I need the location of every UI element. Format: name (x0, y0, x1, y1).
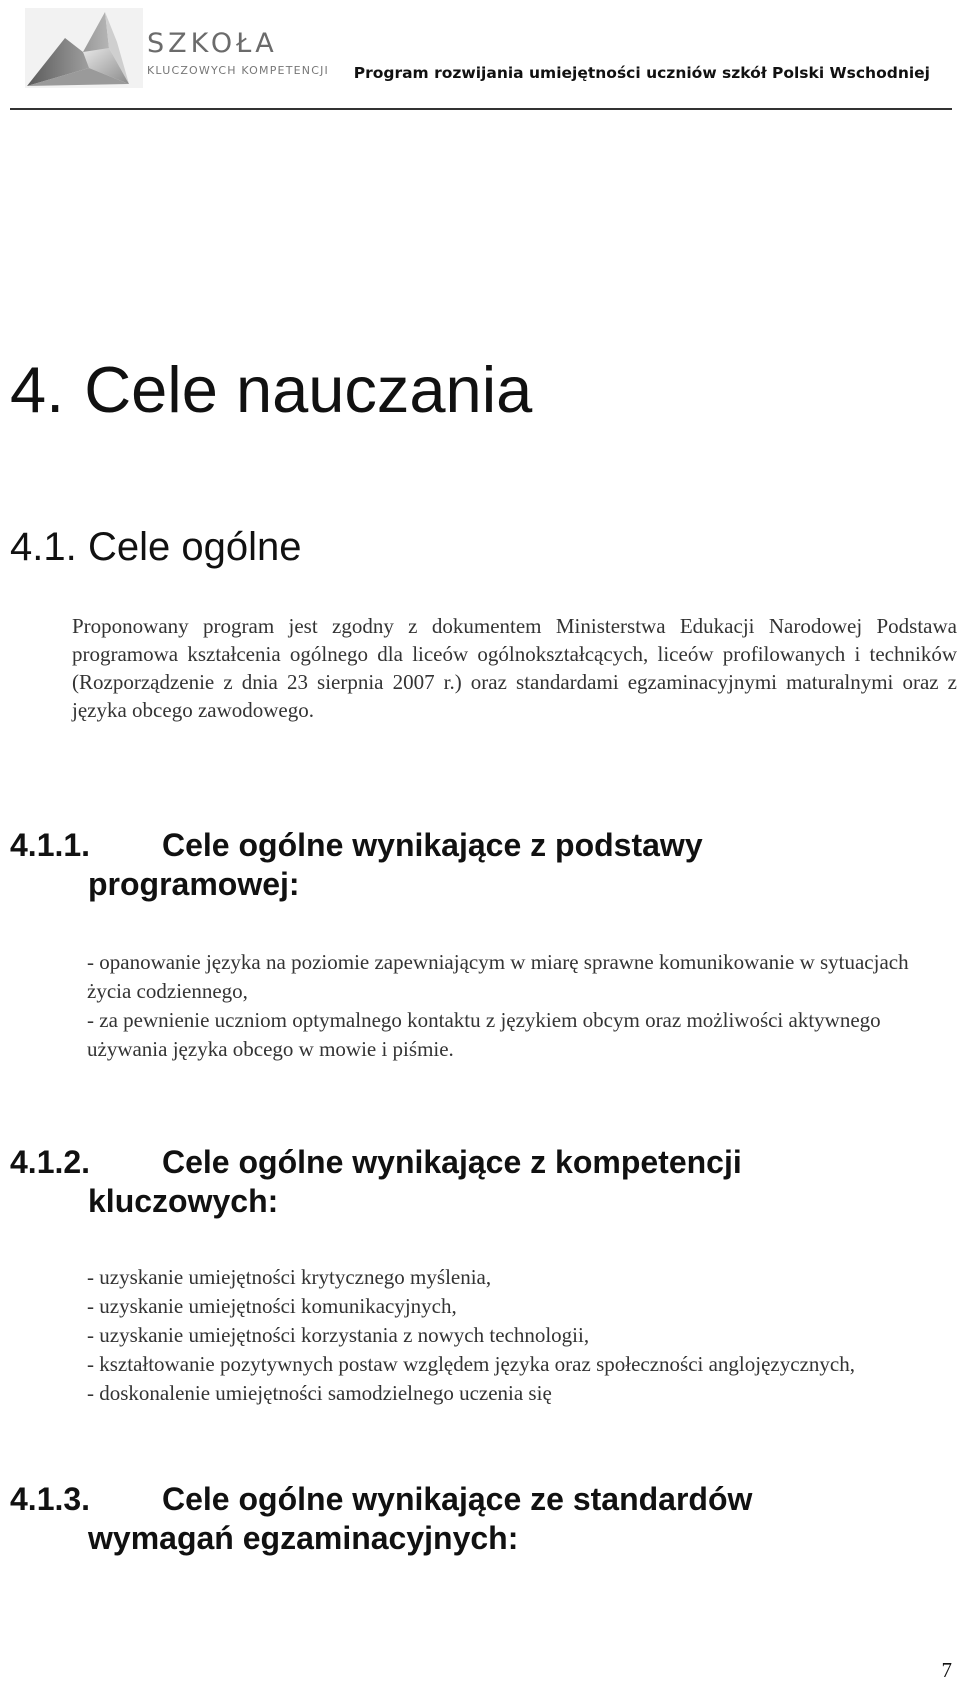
goals-list-2 (87, 1263, 957, 1408)
logo-mountain-icon (25, 8, 143, 88)
list-item: - uzyskanie umiejętności komunikacyjnych, (87, 1294, 457, 1318)
subsection-number: 4.1.2. (10, 1144, 91, 1180)
goals-list-1 (87, 948, 957, 1064)
chapter-heading (10, 350, 532, 430)
logo-subtitle: KLUCZOWYCH KOMPETENCJI (147, 64, 329, 77)
section-title: Cele ogólne (88, 525, 302, 569)
subsection-title: Cele ogólne wynikające z podstawy (162, 827, 703, 863)
header-divider (10, 108, 952, 110)
subsection-title: Cele ogólne wynikające ze standardów (162, 1481, 753, 1517)
list-item: - uzyskanie umiejętności korzystania z nowych technologii, (87, 1323, 590, 1347)
subsection-heading-3 (10, 1480, 950, 1558)
subsection-heading-2 (10, 1143, 950, 1221)
subsection-title-continued: programowej: (88, 866, 300, 902)
section-paragraph: Proponowany program jest zgodny z dokumentem Ministerstwa Edukacji Narodowej Podstawa programowa kształcenia ogólnego dla liceów ogólnokształcących, liceów profilowanych i techników (Rozporządzenie z dnia 23 sierpnia 2007 r.) oraz standardami egzaminacyjnymi maturalnymi oraz z języka obcego zawodowego. (72, 614, 957, 722)
subsection-title-continued: wymagań egzaminacyjnych: (88, 1520, 519, 1556)
subsection-heading-1 (10, 826, 950, 904)
subsection-title-continued: kluczowych: (88, 1183, 279, 1219)
list-item: - za pewnienie uczniom optymalnego kontaktu z językiem obcym oraz możliwości aktywnego używania języka obcego w mowie i piśmie. (87, 1008, 881, 1061)
page-number: 7 (941, 1658, 952, 1682)
chapter-number: 4. (10, 353, 65, 426)
section-number: 4.1. (10, 525, 77, 569)
section-heading (10, 522, 302, 572)
subsection-title: Cele ogólne wynikające z kompetencji (162, 1144, 742, 1180)
page-header (0, 0, 960, 110)
logo-name: SZKOŁA (147, 28, 278, 59)
list-item: - kształtowanie pozytywnych postaw względem języka oraz społeczności anglojęzycznych, (87, 1352, 855, 1376)
list-item: - opanowanie języka na poziomie zapewniającym w miarę sprawne komunikowanie w sytuacjach życia codziennego, (87, 950, 909, 1003)
header-tagline: Program rozwijania umiejętności uczniów szkół Polski Wschodniej (353, 64, 930, 82)
list-item: - uzyskanie umiejętności krytycznego myślenia, (87, 1265, 492, 1289)
subsection-number: 4.1.3. (10, 1481, 91, 1517)
subsection-number: 4.1.1. (10, 827, 91, 863)
chapter-title: Cele nauczania (84, 353, 533, 426)
list-item: - doskonalenie umiejętności samodzielnego uczenia się (87, 1381, 552, 1405)
logo (25, 8, 329, 88)
